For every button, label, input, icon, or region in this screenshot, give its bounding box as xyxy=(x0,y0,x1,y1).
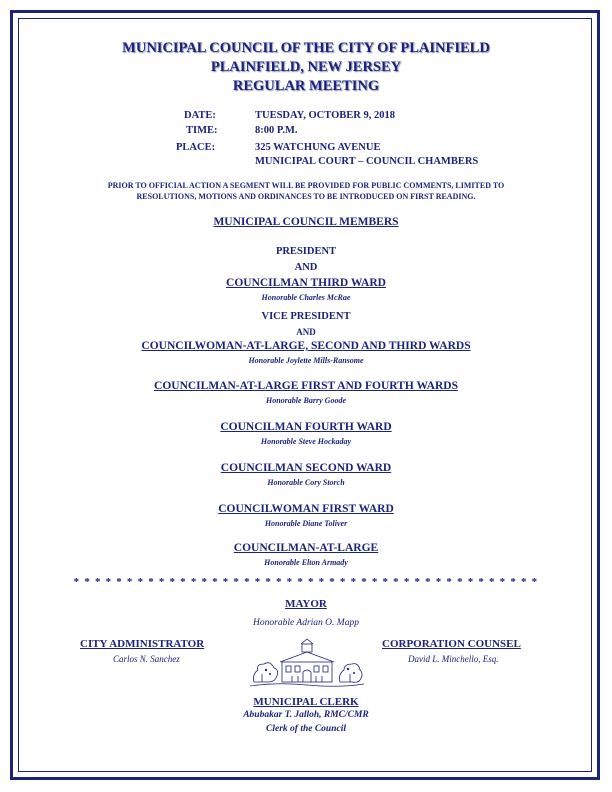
admin-name: Carlos N. Sanchez xyxy=(113,654,180,664)
vice-president-title: VICE PRESIDENT xyxy=(261,311,351,322)
at-large-2-3-name: Honorable Joylette Mills-Ransome xyxy=(248,356,364,365)
clerk-name: Abubakar T. Jalloh, RMC/CMR xyxy=(243,710,369,720)
at-large-1-4-name: Honorable Barry Goode xyxy=(266,396,346,405)
place-line-2: MUNICIPAL COURT – COUNCIL CHAMBERS xyxy=(255,156,479,167)
title-line-2: PLAINFIELD, NEW JERSEY xyxy=(210,59,402,75)
at-large-1-4-title: COUNCILMAN-AT-LARGE FIRST AND FOURTH WARDS xyxy=(154,380,458,392)
date-value: TUESDAY, OCTOBER 9, 2018 xyxy=(255,110,395,121)
third-ward-name: Honorable Charles McRae xyxy=(261,293,351,302)
mayor-title: MAYOR xyxy=(285,598,327,610)
clerk-role: Clerk of the Council xyxy=(266,724,346,734)
title-line-3: REGULAR MEETING xyxy=(232,78,380,94)
admin-title: CITY ADMINISTRATOR xyxy=(80,638,205,650)
time-label: TIME: xyxy=(186,125,218,136)
president-title: PRESIDENT xyxy=(275,246,337,257)
star-divider: * * * * * * * * * * * * * * * * * * * * * * * * * * * * * * * * * * * * * * * * * * * * xyxy=(73,576,539,588)
third-ward-title: COUNCILMAN THIRD WARD xyxy=(226,277,386,289)
second-ward-title: COUNCILMAN SECOND WARD xyxy=(220,462,392,474)
title-line-1: MUNICIPAL COUNCIL OF THE CITY OF PLAINFIELD xyxy=(122,40,490,56)
place-line-1: 325 WATCHUNG AVENUE xyxy=(255,142,381,153)
clerk-title: MUNICIPAL CLERK xyxy=(253,696,359,708)
and-text-1: AND xyxy=(294,262,318,273)
at-large-name: Honorable Elton Armady xyxy=(264,558,348,567)
date-label: DATE: xyxy=(184,110,216,121)
first-ward-name: Honorable Diane Toliver xyxy=(264,519,348,528)
place-label: PLACE: xyxy=(176,142,216,153)
city-hall-illustration-icon xyxy=(248,638,366,690)
at-large-title: COUNCILMAN-AT-LARGE xyxy=(233,542,379,554)
fourth-ward-title: COUNCILMAN FOURTH WARD xyxy=(220,421,392,433)
members-heading: MUNICIPAL COUNCIL MEMBERS xyxy=(213,216,399,228)
second-ward-name: Honorable Cory Storch xyxy=(267,478,345,487)
fourth-ward-name: Honorable Steve Hockaday xyxy=(260,437,352,446)
counsel-name: David L. Minchello, Esq. xyxy=(408,654,499,664)
and-text-2: AND xyxy=(296,327,316,337)
first-ward-title: COUNCILWOMAN FIRST WARD xyxy=(218,503,394,515)
time-value: 8:00 P.M. xyxy=(255,125,298,136)
notice-line-2: RESOLUTIONS, MOTIONS AND ORDINANCES TO BE INTRODUCED ON FIRST READING. xyxy=(136,192,476,201)
at-large-2-3-title: COUNCILWOMAN-AT-LARGE, SECOND AND THIRD WARDS xyxy=(141,340,471,352)
mayor-name: Honorable Adrian O. Mapp xyxy=(253,618,359,628)
notice-line-1: PRIOR TO OFFICIAL ACTION A SEGMENT WILL BE PROVIDED FOR PUBLIC COMMENTS, LIMITED TO xyxy=(107,181,505,190)
counsel-title: CORPORATION COUNSEL xyxy=(382,638,521,650)
